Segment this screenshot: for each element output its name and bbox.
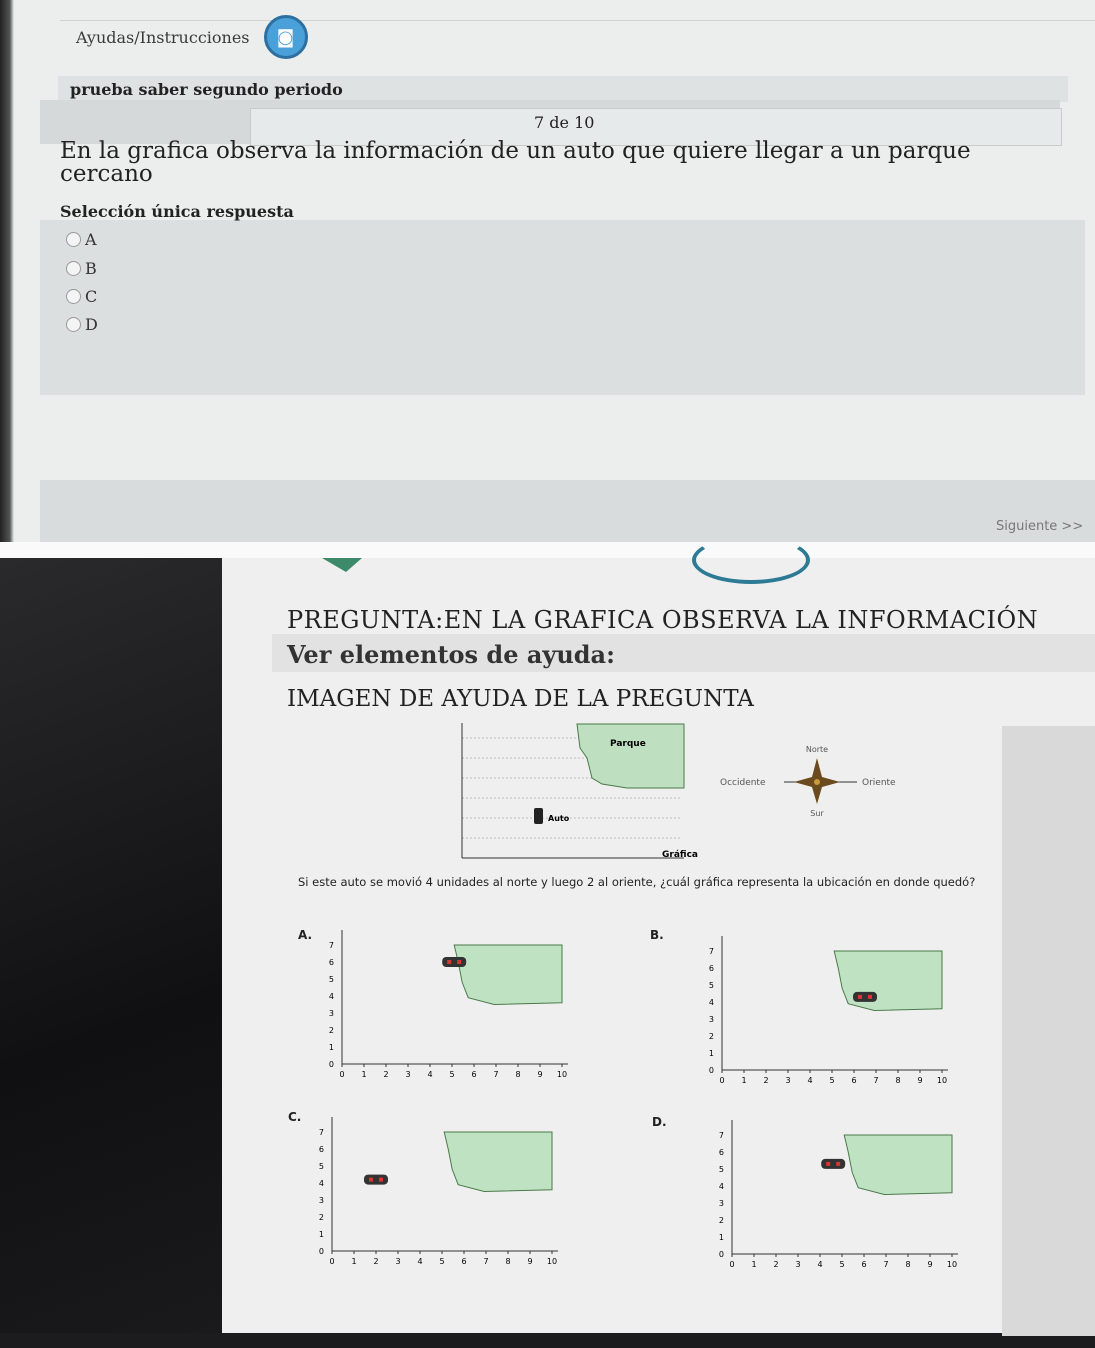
x-tick-label: 1 bbox=[361, 1070, 367, 1079]
next-button[interactable]: Siguiente >> bbox=[996, 519, 1084, 534]
y-tick-label: 2 bbox=[718, 1216, 724, 1225]
footer-band bbox=[40, 480, 1095, 542]
help-elements-heading: Ver elementos de ayuda: bbox=[287, 640, 615, 669]
car-light-icon bbox=[868, 995, 872, 999]
y-tick-label: 4 bbox=[318, 1179, 324, 1188]
x-tick-label: 3 bbox=[405, 1070, 411, 1079]
x-tick-label: 0 bbox=[329, 1257, 335, 1266]
y-tick-label: 0 bbox=[328, 1060, 334, 1069]
x-tick-label: 2 bbox=[383, 1070, 389, 1079]
compass-west: Occidente bbox=[720, 778, 766, 788]
y-tick-label: 7 bbox=[328, 941, 334, 950]
park-shape bbox=[834, 951, 942, 1011]
y-tick-label: 5 bbox=[708, 981, 714, 990]
x-tick-label: 8 bbox=[895, 1076, 901, 1085]
x-tick-label: 10 bbox=[556, 1070, 568, 1079]
park-label: Parque bbox=[610, 739, 646, 749]
park-shape bbox=[454, 945, 562, 1005]
x-tick-label: 10 bbox=[946, 1260, 958, 1269]
x-tick-label: 6 bbox=[471, 1070, 477, 1079]
y-tick-label: 3 bbox=[318, 1196, 324, 1205]
y-tick-label: 7 bbox=[318, 1128, 324, 1137]
x-tick-label: 1 bbox=[751, 1260, 757, 1269]
y-tick-label: 7 bbox=[708, 947, 714, 956]
option-c[interactable] bbox=[66, 287, 97, 306]
help-page bbox=[222, 558, 1095, 1333]
option-label: A bbox=[85, 230, 97, 249]
y-tick-label: 6 bbox=[718, 1148, 724, 1157]
graph-caption: Gráfica bbox=[662, 850, 698, 860]
x-tick-label: 4 bbox=[807, 1076, 813, 1085]
logo-icon bbox=[692, 536, 810, 584]
car-icon bbox=[364, 1175, 388, 1185]
x-tick-label: 2 bbox=[373, 1257, 379, 1266]
top-bar bbox=[60, 0, 1095, 21]
compass-center bbox=[814, 779, 820, 785]
option-d-graph[interactable] bbox=[712, 1116, 977, 1276]
park-shape bbox=[577, 724, 684, 788]
option-c-label: C. bbox=[288, 1110, 302, 1124]
x-tick-label: 6 bbox=[851, 1076, 857, 1085]
option-b[interactable] bbox=[66, 259, 97, 278]
radio-icon[interactable] bbox=[66, 232, 81, 247]
question-heading: PREGUNTA:EN LA GRAFICA OBSERVA LA INFORMACIÓN bbox=[287, 606, 1039, 634]
help-screen bbox=[0, 558, 1095, 1333]
x-tick-label: 10 bbox=[546, 1257, 558, 1266]
option-b-graph[interactable] bbox=[702, 932, 967, 1092]
x-tick-label: 7 bbox=[493, 1070, 499, 1079]
help-row[interactable] bbox=[76, 24, 308, 50]
prompt-text: Si este auto se movió 4 unidades al norte y luego 2 al oriente, ¿cuál gráfica representa la ubicación en donde quedó? bbox=[298, 875, 976, 889]
y-tick-label: 1 bbox=[318, 1230, 324, 1239]
x-tick-label: 4 bbox=[817, 1260, 823, 1269]
x-tick-label: 8 bbox=[505, 1257, 511, 1266]
x-tick-label: 5 bbox=[839, 1260, 845, 1269]
park-shape bbox=[844, 1135, 952, 1195]
radio-icon[interactable] bbox=[66, 289, 81, 304]
y-tick-label: 2 bbox=[318, 1213, 324, 1222]
compass-south: Sur bbox=[810, 809, 824, 818]
option-label: B bbox=[85, 259, 97, 278]
car-light-icon bbox=[369, 1178, 373, 1182]
x-tick-label: 9 bbox=[537, 1070, 543, 1079]
car-light-icon bbox=[858, 995, 862, 999]
y-tick-label: 3 bbox=[328, 1009, 334, 1018]
question-text: En la grafica observa la información de un auto que quiere llegar a un parque cercano bbox=[60, 138, 971, 187]
option-a-graph[interactable] bbox=[322, 926, 587, 1086]
car-light-icon bbox=[457, 960, 461, 964]
x-tick-label: 3 bbox=[395, 1257, 401, 1266]
x-tick-label: 6 bbox=[461, 1257, 467, 1266]
car-light-icon bbox=[447, 960, 451, 964]
help-instructions-link[interactable]: Ayudas/Instrucciones bbox=[76, 27, 250, 47]
y-tick-label: 5 bbox=[318, 1162, 324, 1171]
x-tick-label: 1 bbox=[351, 1257, 357, 1266]
option-d[interactable] bbox=[66, 315, 98, 334]
car-icon bbox=[853, 992, 877, 1002]
x-tick-label: 7 bbox=[883, 1260, 889, 1269]
y-tick-label: 4 bbox=[708, 998, 714, 1007]
compass-rose bbox=[712, 740, 922, 820]
x-tick-label: 0 bbox=[339, 1070, 345, 1079]
selection-label: Selección única respuesta bbox=[60, 202, 294, 221]
device-edge bbox=[0, 0, 14, 542]
car-icon bbox=[821, 1159, 845, 1169]
x-tick-label: 3 bbox=[795, 1260, 801, 1269]
car-label: Auto bbox=[548, 814, 570, 823]
x-tick-label: 1 bbox=[741, 1076, 747, 1085]
option-a[interactable] bbox=[66, 230, 97, 249]
x-tick-label: 7 bbox=[483, 1257, 489, 1266]
screenshot-divider bbox=[0, 542, 1095, 558]
question-progress: 7 de 10 bbox=[534, 113, 595, 132]
x-tick-label: 4 bbox=[417, 1257, 423, 1266]
y-tick-label: 4 bbox=[328, 992, 334, 1001]
x-tick-label: 2 bbox=[773, 1260, 779, 1269]
radio-icon[interactable] bbox=[66, 317, 81, 332]
x-tick-label: 0 bbox=[729, 1260, 735, 1269]
option-label: C bbox=[85, 287, 98, 306]
x-tick-label: 9 bbox=[927, 1260, 933, 1269]
y-tick-label: 7 bbox=[718, 1131, 724, 1140]
option-d-label: D. bbox=[652, 1115, 667, 1129]
x-tick-label: 8 bbox=[515, 1070, 521, 1079]
y-tick-label: 0 bbox=[708, 1066, 714, 1075]
y-tick-label: 4 bbox=[718, 1182, 724, 1191]
y-tick-label: 0 bbox=[718, 1250, 724, 1259]
car-icon bbox=[442, 957, 466, 967]
y-tick-label: 2 bbox=[328, 1026, 334, 1035]
radio-icon[interactable] bbox=[66, 261, 81, 276]
car-light-icon bbox=[379, 1178, 383, 1182]
x-tick-label: 2 bbox=[763, 1076, 769, 1085]
y-tick-label: 3 bbox=[718, 1199, 724, 1208]
y-tick-label: 2 bbox=[708, 1032, 714, 1041]
reference-graph bbox=[452, 718, 698, 868]
car-light-icon bbox=[826, 1162, 830, 1166]
y-tick-label: 1 bbox=[718, 1233, 724, 1242]
x-tick-label: 5 bbox=[439, 1257, 445, 1266]
y-tick-label: 6 bbox=[708, 964, 714, 973]
y-tick-label: 1 bbox=[328, 1043, 334, 1052]
camera-icon[interactable]: ◙ bbox=[264, 15, 308, 59]
car-icon bbox=[534, 808, 543, 824]
x-tick-label: 6 bbox=[861, 1260, 867, 1269]
x-tick-label: 3 bbox=[785, 1076, 791, 1085]
x-tick-label: 7 bbox=[873, 1076, 879, 1085]
option-label: D bbox=[85, 315, 98, 334]
car-light-icon bbox=[836, 1162, 840, 1166]
x-tick-label: 9 bbox=[527, 1257, 533, 1266]
x-tick-label: 5 bbox=[829, 1076, 835, 1085]
logo-icon bbox=[322, 558, 362, 572]
quiz-screen bbox=[0, 0, 1095, 542]
y-tick-label: 6 bbox=[318, 1145, 324, 1154]
compass-north: Norte bbox=[805, 745, 829, 754]
y-tick-label: 5 bbox=[328, 975, 334, 984]
y-tick-label: 3 bbox=[708, 1015, 714, 1024]
x-tick-label: 4 bbox=[427, 1070, 433, 1079]
option-b-label: B. bbox=[650, 928, 664, 942]
y-tick-label: 0 bbox=[318, 1247, 324, 1256]
x-tick-label: 0 bbox=[719, 1076, 725, 1085]
test-title: prueba saber segundo periodo bbox=[70, 80, 343, 99]
option-a-label: A. bbox=[298, 928, 313, 942]
y-tick-label: 6 bbox=[328, 958, 334, 967]
park-shape bbox=[444, 1132, 552, 1192]
compass-east: Oriente bbox=[862, 778, 896, 788]
side-panel bbox=[1002, 726, 1095, 1336]
x-tick-label: 5 bbox=[449, 1070, 455, 1079]
option-c-graph[interactable] bbox=[312, 1113, 577, 1273]
y-tick-label: 1 bbox=[708, 1049, 714, 1058]
x-tick-label: 10 bbox=[936, 1076, 948, 1085]
y-tick-label: 5 bbox=[718, 1165, 724, 1174]
image-heading: IMAGEN DE AYUDA DE LA PREGUNTA bbox=[287, 686, 754, 712]
x-tick-label: 8 bbox=[905, 1260, 911, 1269]
x-tick-label: 9 bbox=[917, 1076, 923, 1085]
answer-area bbox=[40, 220, 1085, 395]
device-edge bbox=[0, 558, 240, 1333]
